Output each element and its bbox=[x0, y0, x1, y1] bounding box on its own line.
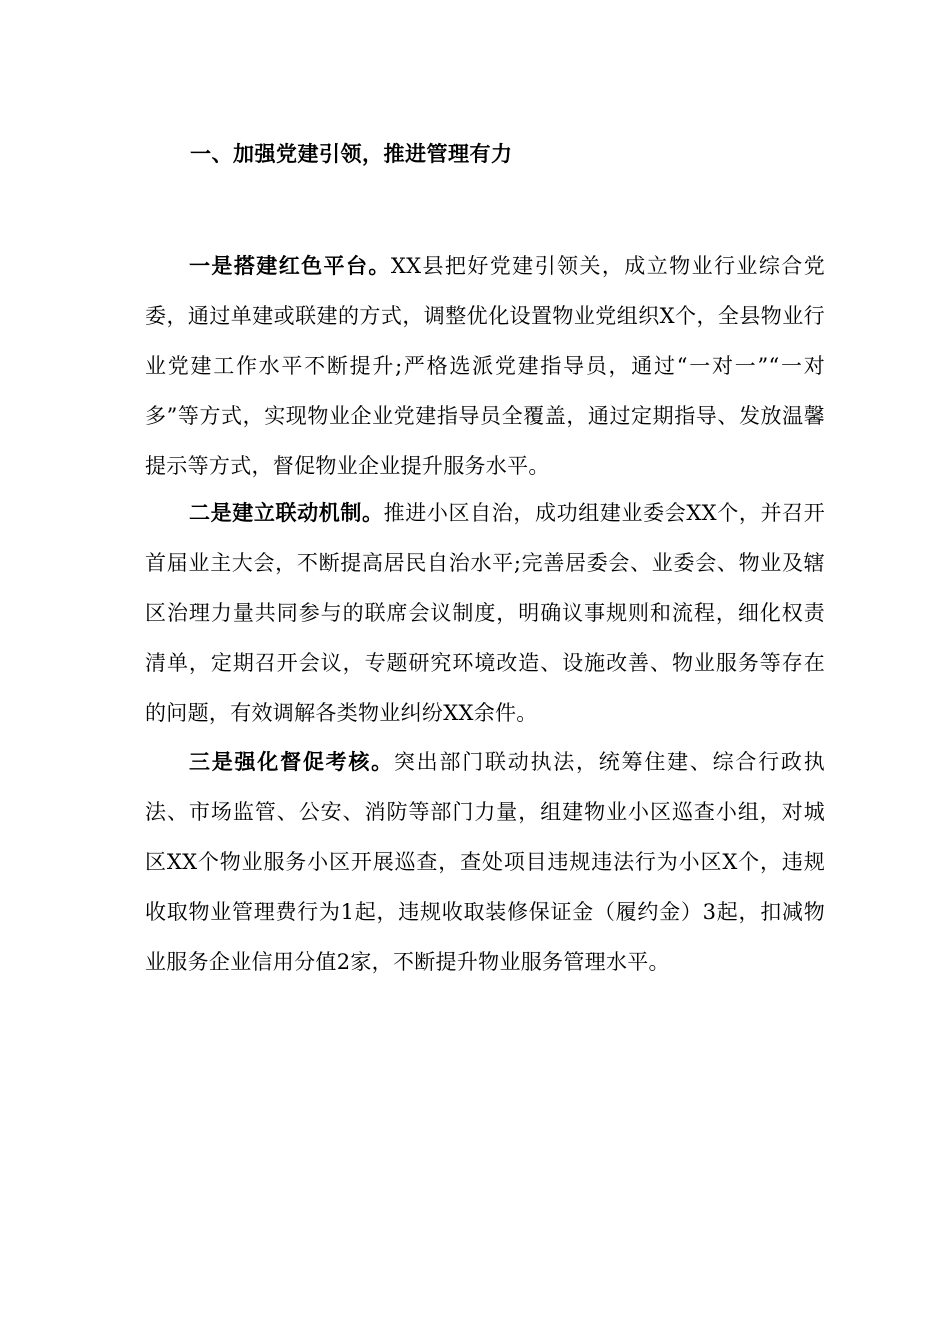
section-heading: 一、加强党建引领，推进管理有力 bbox=[190, 141, 513, 166]
paragraph-2 bbox=[145, 488, 825, 738]
paragraph-2-body: 推进小区自治，成功组建业委会XX个，并召开首届业主大会，不断提高居民自治水平;完善居委会、业委会、物业及辖区治理力量共同参与的联席会议制度，明确议事规则和流程，细化权责清单，定期召开会议，专题研究环境改造、设施改善、物业服务等存在的问题，有效调解各类物业纠纷XX余件。 bbox=[145, 501, 825, 725]
paragraph-1 bbox=[145, 241, 825, 491]
paragraph-1-lead: 一是搭建红色平台。 bbox=[189, 253, 391, 278]
paragraph-3-body: 突出部门联动执法，统筹住建、综合行政执法、市场监管、公安、消防等部门力量，组建物业小区巡查小组，对城区XX个物业服务小区开展巡查，查处项目违规违法行为小区X个，违规收取物业管理费行为1起，违规收取装修保证金（履约金）3起，扣减物业服务企业信用分值2家，不断提升物业服务管理水平。 bbox=[145, 750, 826, 974]
paragraph-3-lead: 三是强化督促考核。 bbox=[189, 749, 394, 774]
paragraph-1-body: XX县把好党建引领关，成立物业行业综合党委，通过单建或联建的方式，调整优化设置物业党组织X个，全县物业行业党建工作水平不断提升;严格选派党建指导员，通过“一对一”“一对多”等方式，实现物业企业党建指导员全覆盖，通过定期指导、发放温馨提示等方式，督促物业企业提升服务水平。 bbox=[145, 254, 826, 478]
paragraph-2-lead: 二是建立联动机制。 bbox=[189, 500, 384, 525]
paragraph-3 bbox=[145, 737, 825, 987]
